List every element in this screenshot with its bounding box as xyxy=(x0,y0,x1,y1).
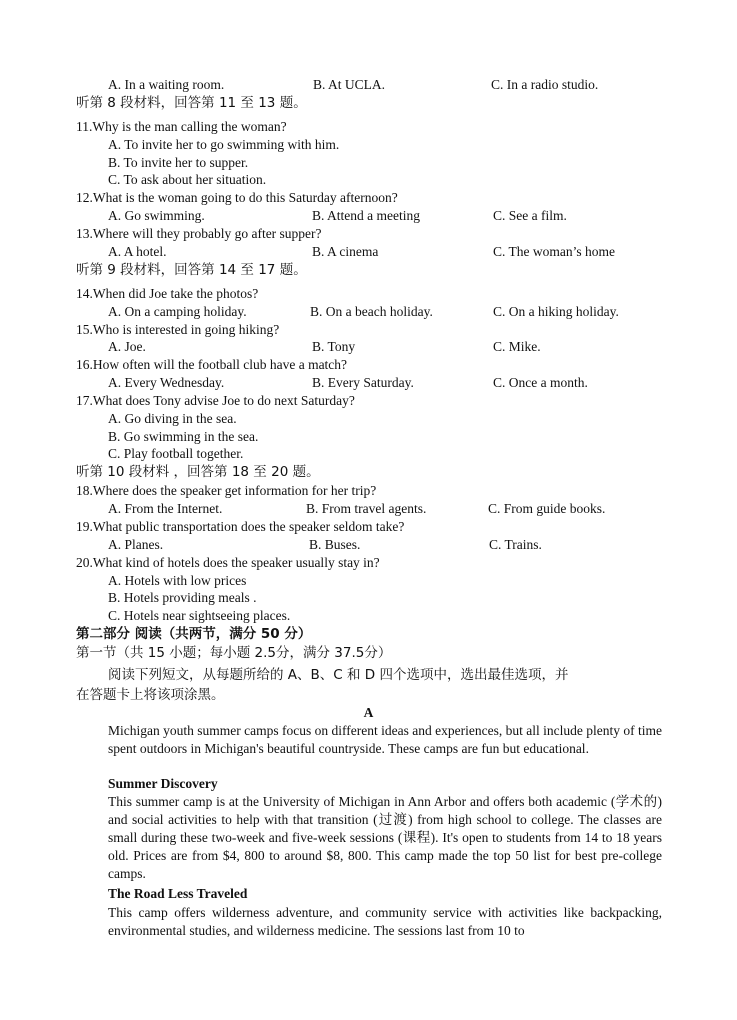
option-c: C. In a radio studio. xyxy=(491,77,599,92)
option-a: A. Joe. xyxy=(108,339,146,354)
option-c: C. See a film. xyxy=(493,208,567,223)
option-a: A. Go swimming. xyxy=(108,208,205,223)
option-a: A. From the Internet. xyxy=(108,501,223,516)
option-c: C. Once a month. xyxy=(493,375,588,390)
option-b: B. A cinema xyxy=(312,244,379,259)
option-c: C. Trains. xyxy=(489,537,542,552)
option-b: B. Hotels providing meals . xyxy=(108,590,257,605)
option-b: B. Every Saturday. xyxy=(312,375,414,390)
camp-title-road-less-traveled: The Road Less Traveled xyxy=(108,886,248,901)
option-b: B. From travel agents. xyxy=(306,501,427,516)
passage-intro-text: Michigan youth summer camps focus on different ideas and experiences, but all include plenty of time spent outdoors in Michigan's beautiful countryside. These camps are fun but educational. xyxy=(108,723,662,756)
camp-text: This camp offers wilderness adventure, and community service with activities like backpacking, environmental studies, and wilderness medicine. The sessions last from 10 to xyxy=(108,905,662,938)
option-c: C. From guide books. xyxy=(488,501,606,516)
section-title: 第一节（共 15 小题；每小题 2.5分，满分 37.5分） xyxy=(76,645,392,661)
option-c: C. Mike. xyxy=(493,339,541,354)
camp-paragraph xyxy=(76,904,662,940)
question-stem: 14.When did Joe take the photos? xyxy=(76,286,259,301)
option-c: C. The woman’s home xyxy=(493,244,615,259)
option-b: B. Go swimming in the sea. xyxy=(108,429,259,444)
option-c: C. On a hiking holiday. xyxy=(493,304,619,319)
question-stem: 13.Where will they probably go after supper? xyxy=(76,226,322,241)
section-heading: 听第 9 段材料，回答第 14 至 17 题。 xyxy=(76,262,307,278)
section-heading: 听第 8 段材料，回答第 11 至 13 题。 xyxy=(76,95,307,111)
passage-label: A xyxy=(363,705,374,720)
option-a: A. On a camping holiday. xyxy=(108,304,247,319)
option-b: B. At UCLA. xyxy=(313,77,386,92)
question-stem: 20.What kind of hotels does the speaker usually stay in? xyxy=(76,555,380,570)
passage-intro xyxy=(76,722,662,776)
option-a: A. Every Wednesday. xyxy=(108,375,225,390)
question-stem: 19.What public transportation does the speaker seldom take? xyxy=(76,519,405,534)
option-c: C. To ask about her situation. xyxy=(108,172,267,187)
option-b: B. Attend a meeting xyxy=(312,208,420,223)
camp-title-summer-discovery: Summer Discovery xyxy=(108,776,218,791)
option-c: C. Hotels near sightseeing places. xyxy=(108,608,291,623)
option-a: A. A hotel. xyxy=(108,244,167,259)
instruction-line-2: 在答题卡上将该项涂黑。 xyxy=(76,687,225,703)
camp-text: This summer camp is at the University of Michigan in Ann Arbor and offers both academic (学术的) and social activities to help with that transition (过渡) from high school to college. The classes are small during these two-week and five-week sessions (课程). It's open to students from 14 to 18 years old. Prices are from $4, 800 to around $8, 800. This camp made the top 50 list for best pre-college camps. xyxy=(108,794,662,881)
option-b: B. On a beach holiday. xyxy=(310,304,433,319)
camp-paragraph xyxy=(76,793,662,883)
option-c: C. Play football together. xyxy=(108,446,244,461)
question-stem: 11.Why is the man calling the woman? xyxy=(76,119,287,134)
question-stem: 12.What is the woman going to do this Saturday afternoon? xyxy=(76,190,398,205)
section-heading: 听第 10 段材料 ，回答第 18 至 20 题。 xyxy=(76,464,320,480)
question-stem: 18.Where does the speaker get information for her trip? xyxy=(76,483,377,498)
part-title: 第二部分 阅读（共两节，满分 50 分） xyxy=(76,626,312,642)
question-stem: 15.Who is interested in going hiking? xyxy=(76,322,280,337)
option-b: B. Tony xyxy=(312,339,356,354)
option-a: A. To invite her to go swimming with him. xyxy=(108,137,340,152)
option-a: A. Hotels with low prices xyxy=(108,573,247,588)
option-b: B. Buses. xyxy=(309,537,361,552)
instruction-line-1: 阅读下列短文，从每题所给的 A、B、C 和 D 四个选项中，选出最佳选项，并 xyxy=(108,667,569,683)
question-stem: 17.What does Tony advise Joe to do next Saturday? xyxy=(76,393,355,408)
option-a: A. Go diving in the sea. xyxy=(108,411,237,426)
option-b: B. To invite her to supper. xyxy=(108,155,249,170)
option-a: A. In a waiting room. xyxy=(108,77,225,92)
option-a: A. Planes. xyxy=(108,537,164,552)
question-stem: 16.How often will the football club have a match? xyxy=(76,357,348,372)
